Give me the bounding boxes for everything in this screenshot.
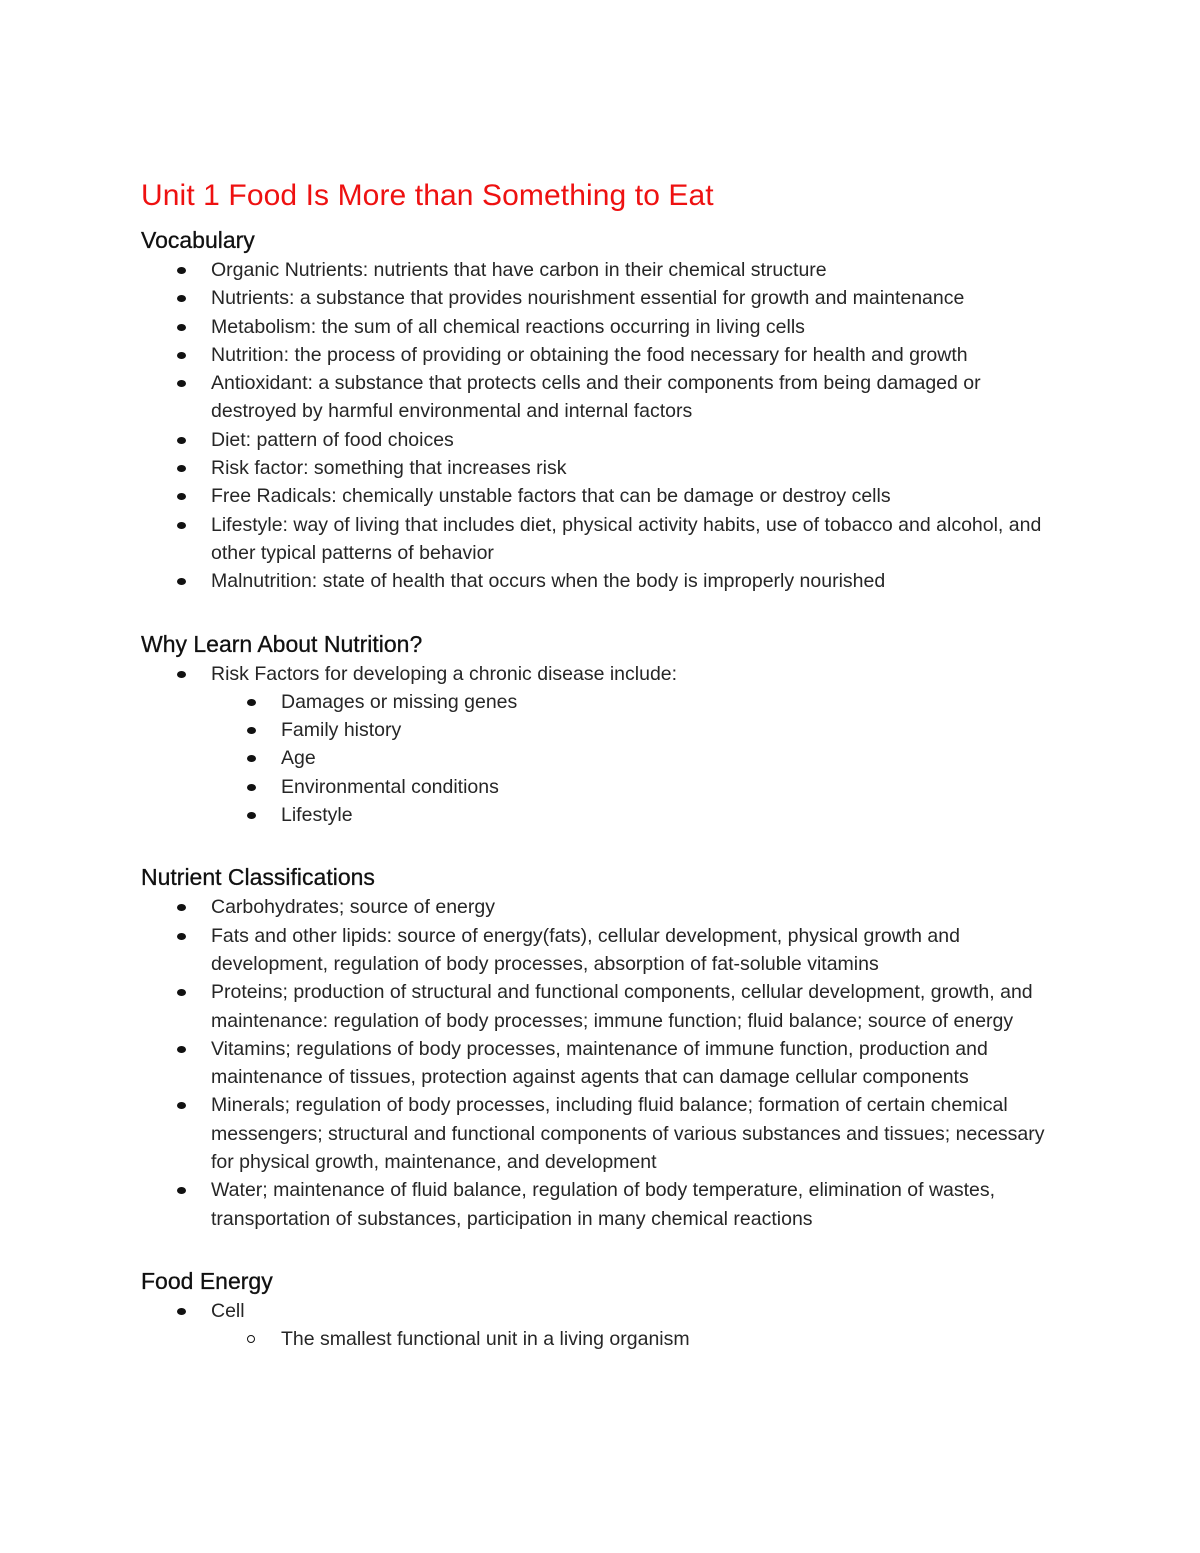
risk-factors-sublist bbox=[211, 688, 1071, 829]
list-item: Metabolism: the sum of all chemical reactions occurring in living cells bbox=[141, 313, 1071, 341]
document-page bbox=[141, 174, 1071, 1354]
hollow-bullet-icon bbox=[247, 1335, 255, 1343]
list-item: Risk factor: something that increases risk bbox=[141, 454, 1071, 482]
sublist-item: Age bbox=[211, 744, 1071, 772]
sublist-item: Family history bbox=[211, 716, 1071, 744]
bullet-icon bbox=[177, 465, 186, 472]
list-item: Water; maintenance of fluid balance, regulation of body temperature, elimination of wastes, transportation of substances, participation in many chemical reactions bbox=[141, 1176, 1071, 1233]
bullet-icon bbox=[177, 437, 186, 444]
list-item: Lifestyle: way of living that includes diet, physical activity habits, use of tobacco and alcohol, and other typical patterns of behavior bbox=[141, 511, 1071, 568]
list-item: Nutrients: a substance that provides nourishment essential for growth and maintenance bbox=[141, 284, 1071, 312]
list-item: Organic Nutrients: nutrients that have carbon in their chemical structure bbox=[141, 256, 1071, 284]
bullet-icon bbox=[247, 755, 256, 762]
section-heading-why-learn: Why Learn About Nutrition? bbox=[141, 630, 423, 657]
list-item: Risk Factors for developing a chronic disease include: Damages or missing genes Family history Age Environmental conditions Lifestyle bbox=[141, 660, 1071, 830]
bullet-icon bbox=[177, 493, 186, 500]
section-heading-nutrient-classifications: Nutrient Classifications bbox=[141, 864, 375, 891]
list-item: Antioxidant: a substance that protects cells and their components from being damaged or destroyed by harmful environmental and internal factors bbox=[141, 369, 1071, 426]
list-item: Proteins; production of structural and functional components, cellular development, growth, and maintenance: regulation of body processes; immune function; fluid balance; source of energy bbox=[141, 978, 1071, 1035]
bullet-icon bbox=[177, 380, 186, 387]
bullet-icon bbox=[247, 727, 256, 734]
bullet-icon bbox=[177, 1308, 186, 1315]
bullet-icon bbox=[177, 522, 186, 529]
bullet-icon bbox=[177, 578, 186, 585]
bullet-icon bbox=[177, 324, 186, 331]
sublist-item: Damages or missing genes bbox=[211, 688, 1071, 716]
bullet-icon bbox=[177, 295, 186, 302]
list-item: Free Radicals: chemically unstable factors that can be damage or destroy cells bbox=[141, 482, 1071, 510]
list-item: Diet: pattern of food choices bbox=[141, 426, 1071, 454]
sublist-item: Environmental conditions bbox=[211, 773, 1071, 801]
bullet-icon bbox=[177, 1187, 186, 1194]
food-energy-list bbox=[141, 1297, 1071, 1354]
document-title: Unit 1 Food Is More than Something to Eat bbox=[141, 179, 714, 212]
section-heading-food-energy: Food Energy bbox=[141, 1267, 273, 1294]
bullet-icon bbox=[177, 671, 186, 678]
bullet-icon bbox=[177, 267, 186, 274]
list-item: Nutrition: the process of providing or obtaining the food necessary for health and growth bbox=[141, 341, 1071, 369]
bullet-icon bbox=[177, 352, 186, 359]
vocabulary-list bbox=[141, 256, 1071, 596]
list-item: Vitamins; regulations of body processes, maintenance of immune function, production and maintenance of tissues, protection against agents that can damage cellular components bbox=[141, 1035, 1071, 1092]
list-item: Minerals; regulation of body processes, including fluid balance; formation of certain chemical messengers; structural and functional components of various substances and tissues; necessary for physical growth, maintenance, and development bbox=[141, 1091, 1071, 1176]
sublist-item: The smallest functional unit in a living organism bbox=[211, 1325, 1071, 1353]
nutrient-classifications-list bbox=[141, 893, 1071, 1233]
bullet-icon bbox=[247, 784, 256, 791]
bullet-icon bbox=[177, 933, 186, 940]
list-item: Carbohydrates; source of energy bbox=[141, 893, 1071, 921]
sublist-item: Lifestyle bbox=[211, 801, 1071, 829]
bullet-icon bbox=[247, 699, 256, 706]
section-heading-vocabulary: Vocabulary bbox=[141, 227, 255, 253]
bullet-icon bbox=[177, 904, 186, 911]
bullet-icon bbox=[177, 1102, 186, 1109]
bullet-icon bbox=[177, 1046, 186, 1053]
list-item: Fats and other lipids: source of energy(fats), cellular development, physical growth and development, regulation of body processes, absorption of fat-soluble vitamins bbox=[141, 922, 1071, 979]
bullet-icon bbox=[247, 812, 256, 819]
list-item: Malnutrition: state of health that occurs when the body is improperly nourished bbox=[141, 567, 1071, 595]
cell-sublist bbox=[211, 1325, 1071, 1353]
why-learn-list bbox=[141, 660, 1071, 830]
list-item: Cell The smallest functional unit in a living organism bbox=[141, 1297, 1071, 1354]
bullet-icon bbox=[177, 989, 186, 996]
